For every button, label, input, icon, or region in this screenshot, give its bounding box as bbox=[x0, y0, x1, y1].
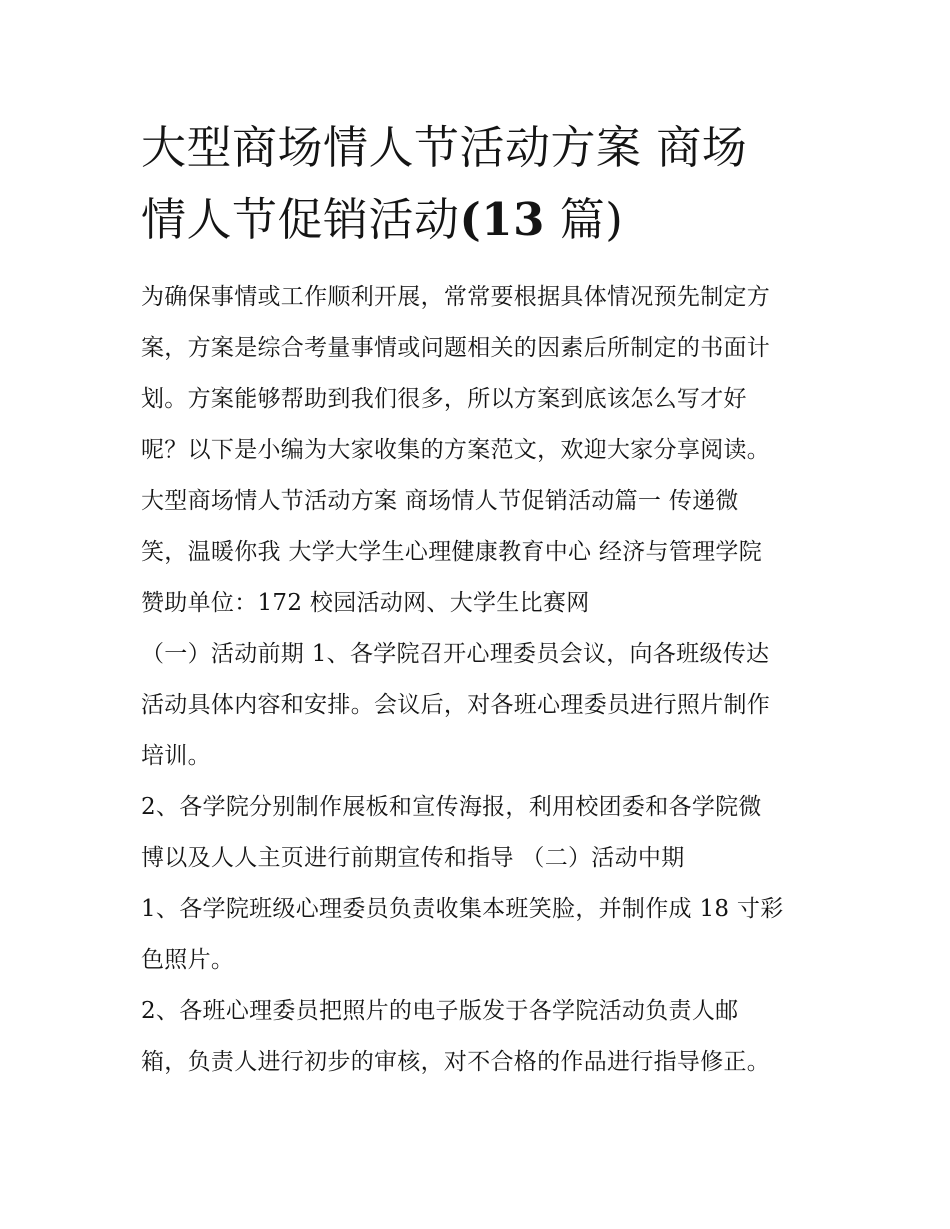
body-line: 活动具体内容和安排。会议后，对各班心理委员进行照片制作 bbox=[141, 692, 771, 718]
title-line-2 bbox=[141, 184, 821, 256]
document-page bbox=[141, 112, 821, 1088]
body-line: 2、各学院分别制作展板和宣传海报，利用校团委和各学院微 bbox=[141, 794, 762, 820]
title-line-2-text: 情人节促销活动 bbox=[141, 193, 460, 246]
body-line: 2、各班心理委员把照片的电子版发于各学院活动负责人邮 bbox=[141, 998, 739, 1024]
body-line: 博以及人人主页进行前期宣传和指导 （二）活动中期 bbox=[141, 845, 685, 871]
body-line: 1、各学院班级心理委员负责收集本班笑脸，并制作成 18 寸彩 bbox=[141, 896, 784, 922]
body-line: 大型商场情人节活动方案 商场情人节促销活动篇一 传递微 bbox=[141, 488, 739, 514]
body-line: 培训。 bbox=[141, 743, 211, 769]
body-line: 呢？以下是小编为大家收集的方案范文，欢迎大家分享阅读。 bbox=[141, 437, 771, 463]
body-line: 划。方案能够帮助到我们很多，所以方案到底该怎么写才好 bbox=[141, 386, 747, 412]
title-line-2-number: (13 bbox=[459, 193, 545, 246]
document-body bbox=[141, 272, 821, 1088]
title-line-1: 大型商场情人节活动方案 商场 bbox=[141, 121, 748, 174]
body-line: 色照片。 bbox=[141, 947, 235, 973]
document-title bbox=[141, 112, 821, 256]
body-line: 案，方案是综合考量事情或问题相关的因素后所制定的书面计 bbox=[141, 335, 771, 361]
body-line: （一）活动前期 1、各学院召开心理委员会议，向各班级传达 bbox=[141, 641, 770, 667]
body-line: 箱，负责人进行初步的审核，对不合格的作品进行指导修正。 bbox=[141, 1049, 771, 1075]
body-line: 为确保事情或工作顺利开展，常常要根据具体情况预先制定方 bbox=[141, 284, 771, 310]
body-line: 赞助单位：172 校园活动网、大学生比赛网 bbox=[141, 590, 590, 616]
title-line-2-suffix: 篇) bbox=[544, 193, 624, 246]
body-line: 笑，温暖你我 大学大学生心理健康教育中心 经济与管理学院 bbox=[141, 539, 763, 565]
